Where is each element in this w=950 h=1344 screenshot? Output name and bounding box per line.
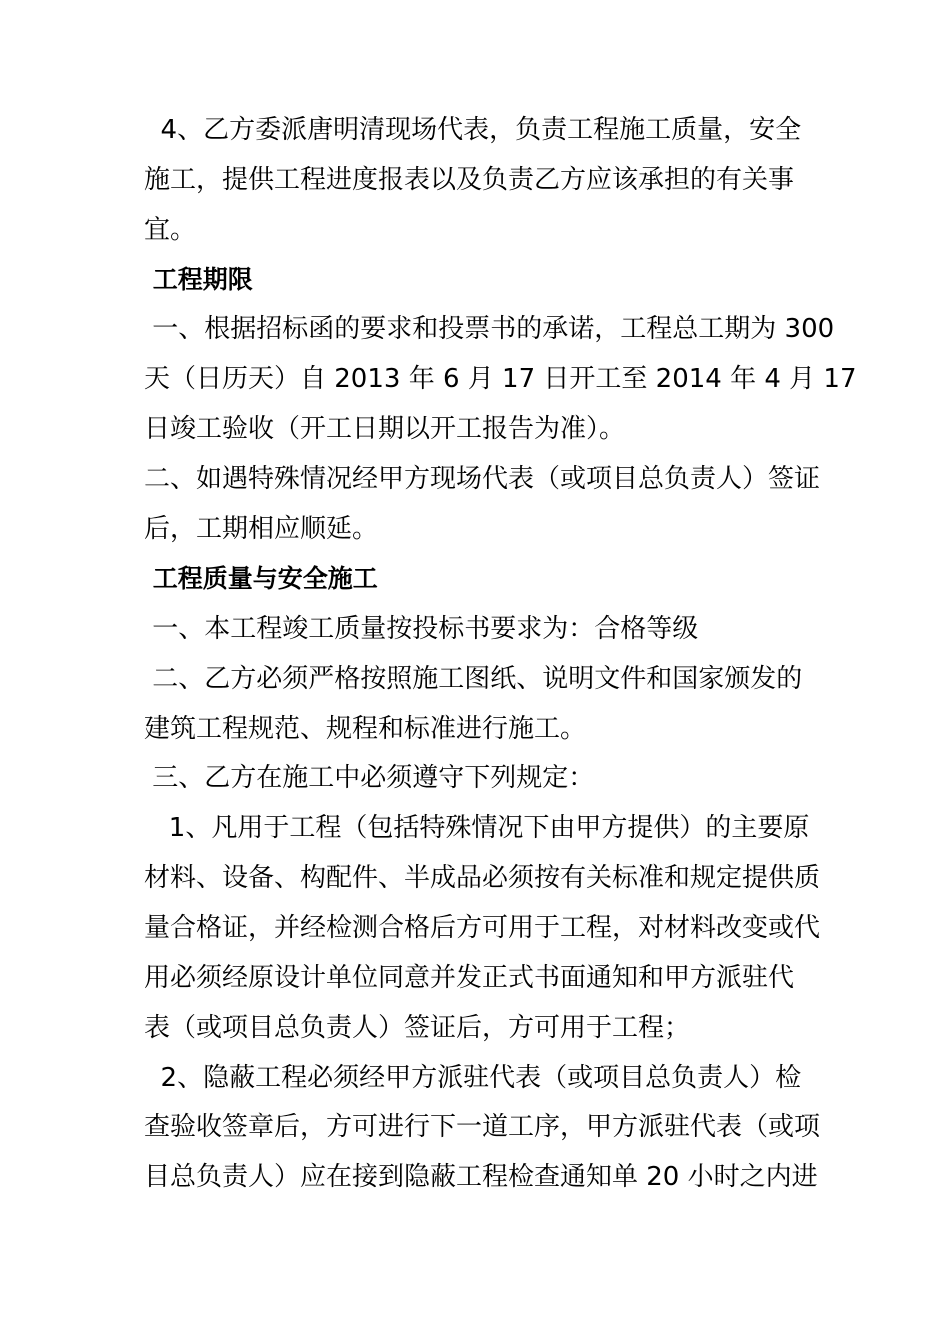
paragraph-line: 一、本工程竣工质量按投标书要求为：合格等级	[144, 614, 699, 644]
paragraph-line: 量合格证，并经检测合格后方可用于工程，对材料改变或代	[144, 913, 821, 943]
paragraph-line: 三、乙方在施工中必须遵守下列规定：	[144, 763, 595, 793]
paragraph-line: 查验收签章后，方可进行下一道工序，甲方派驻代表（或项	[144, 1112, 821, 1142]
paragraph-line: 天（日历天）自 2013 年 6 月 17 日开工至 2014 年 4 月 17	[144, 364, 857, 394]
paragraph-line: 建筑工程规范、规程和标准进行施工。	[144, 714, 587, 744]
section-heading: 工程质量与安全施工	[144, 564, 378, 593]
paragraph-line: 施工，提供工程进度报表以及负责乙方应该承担的有关事	[144, 165, 795, 195]
paragraph-line: 材料、设备、构配件、半成品必须按有关标准和规定提供质	[144, 863, 821, 893]
paragraph-line: 宜。	[144, 215, 197, 245]
paragraph-line: 表（或项目总负责人）签证后，方可用于工程；	[144, 1013, 691, 1043]
paragraph-line: 目总负责人）应在接到隐蔽工程检查通知单 20 小时之内进	[144, 1162, 818, 1192]
paragraph-line: 后，工期相应顺延。	[144, 514, 379, 544]
paragraph-line: 4、乙方委派唐明清现场代表，负责工程施工质量，安全	[144, 115, 802, 145]
paragraph-line: 2、隐蔽工程必须经甲方派驻代表（或项目总负责人）检	[144, 1063, 802, 1093]
paragraph-line: 日竣工验收（开工日期以开工报告为准）。	[144, 414, 626, 444]
section-heading: 工程期限	[144, 265, 253, 294]
paragraph-line: 二、乙方必须严格按照施工图纸、说明文件和国家颁发的	[144, 664, 803, 694]
paragraph-line: 一、根据招标函的要求和投票书的承诺，工程总工期为 300	[144, 314, 835, 344]
paragraph-line: 用必须经原设计单位同意并发正式书面通知和甲方派驻代	[144, 963, 795, 993]
paragraph-line: 二、如遇特殊情况经甲方现场代表（或项目总负责人）签证	[144, 464, 821, 494]
paragraph-line: 1、凡用于工程（包括特殊情况下由甲方提供）的主要原	[144, 813, 810, 843]
